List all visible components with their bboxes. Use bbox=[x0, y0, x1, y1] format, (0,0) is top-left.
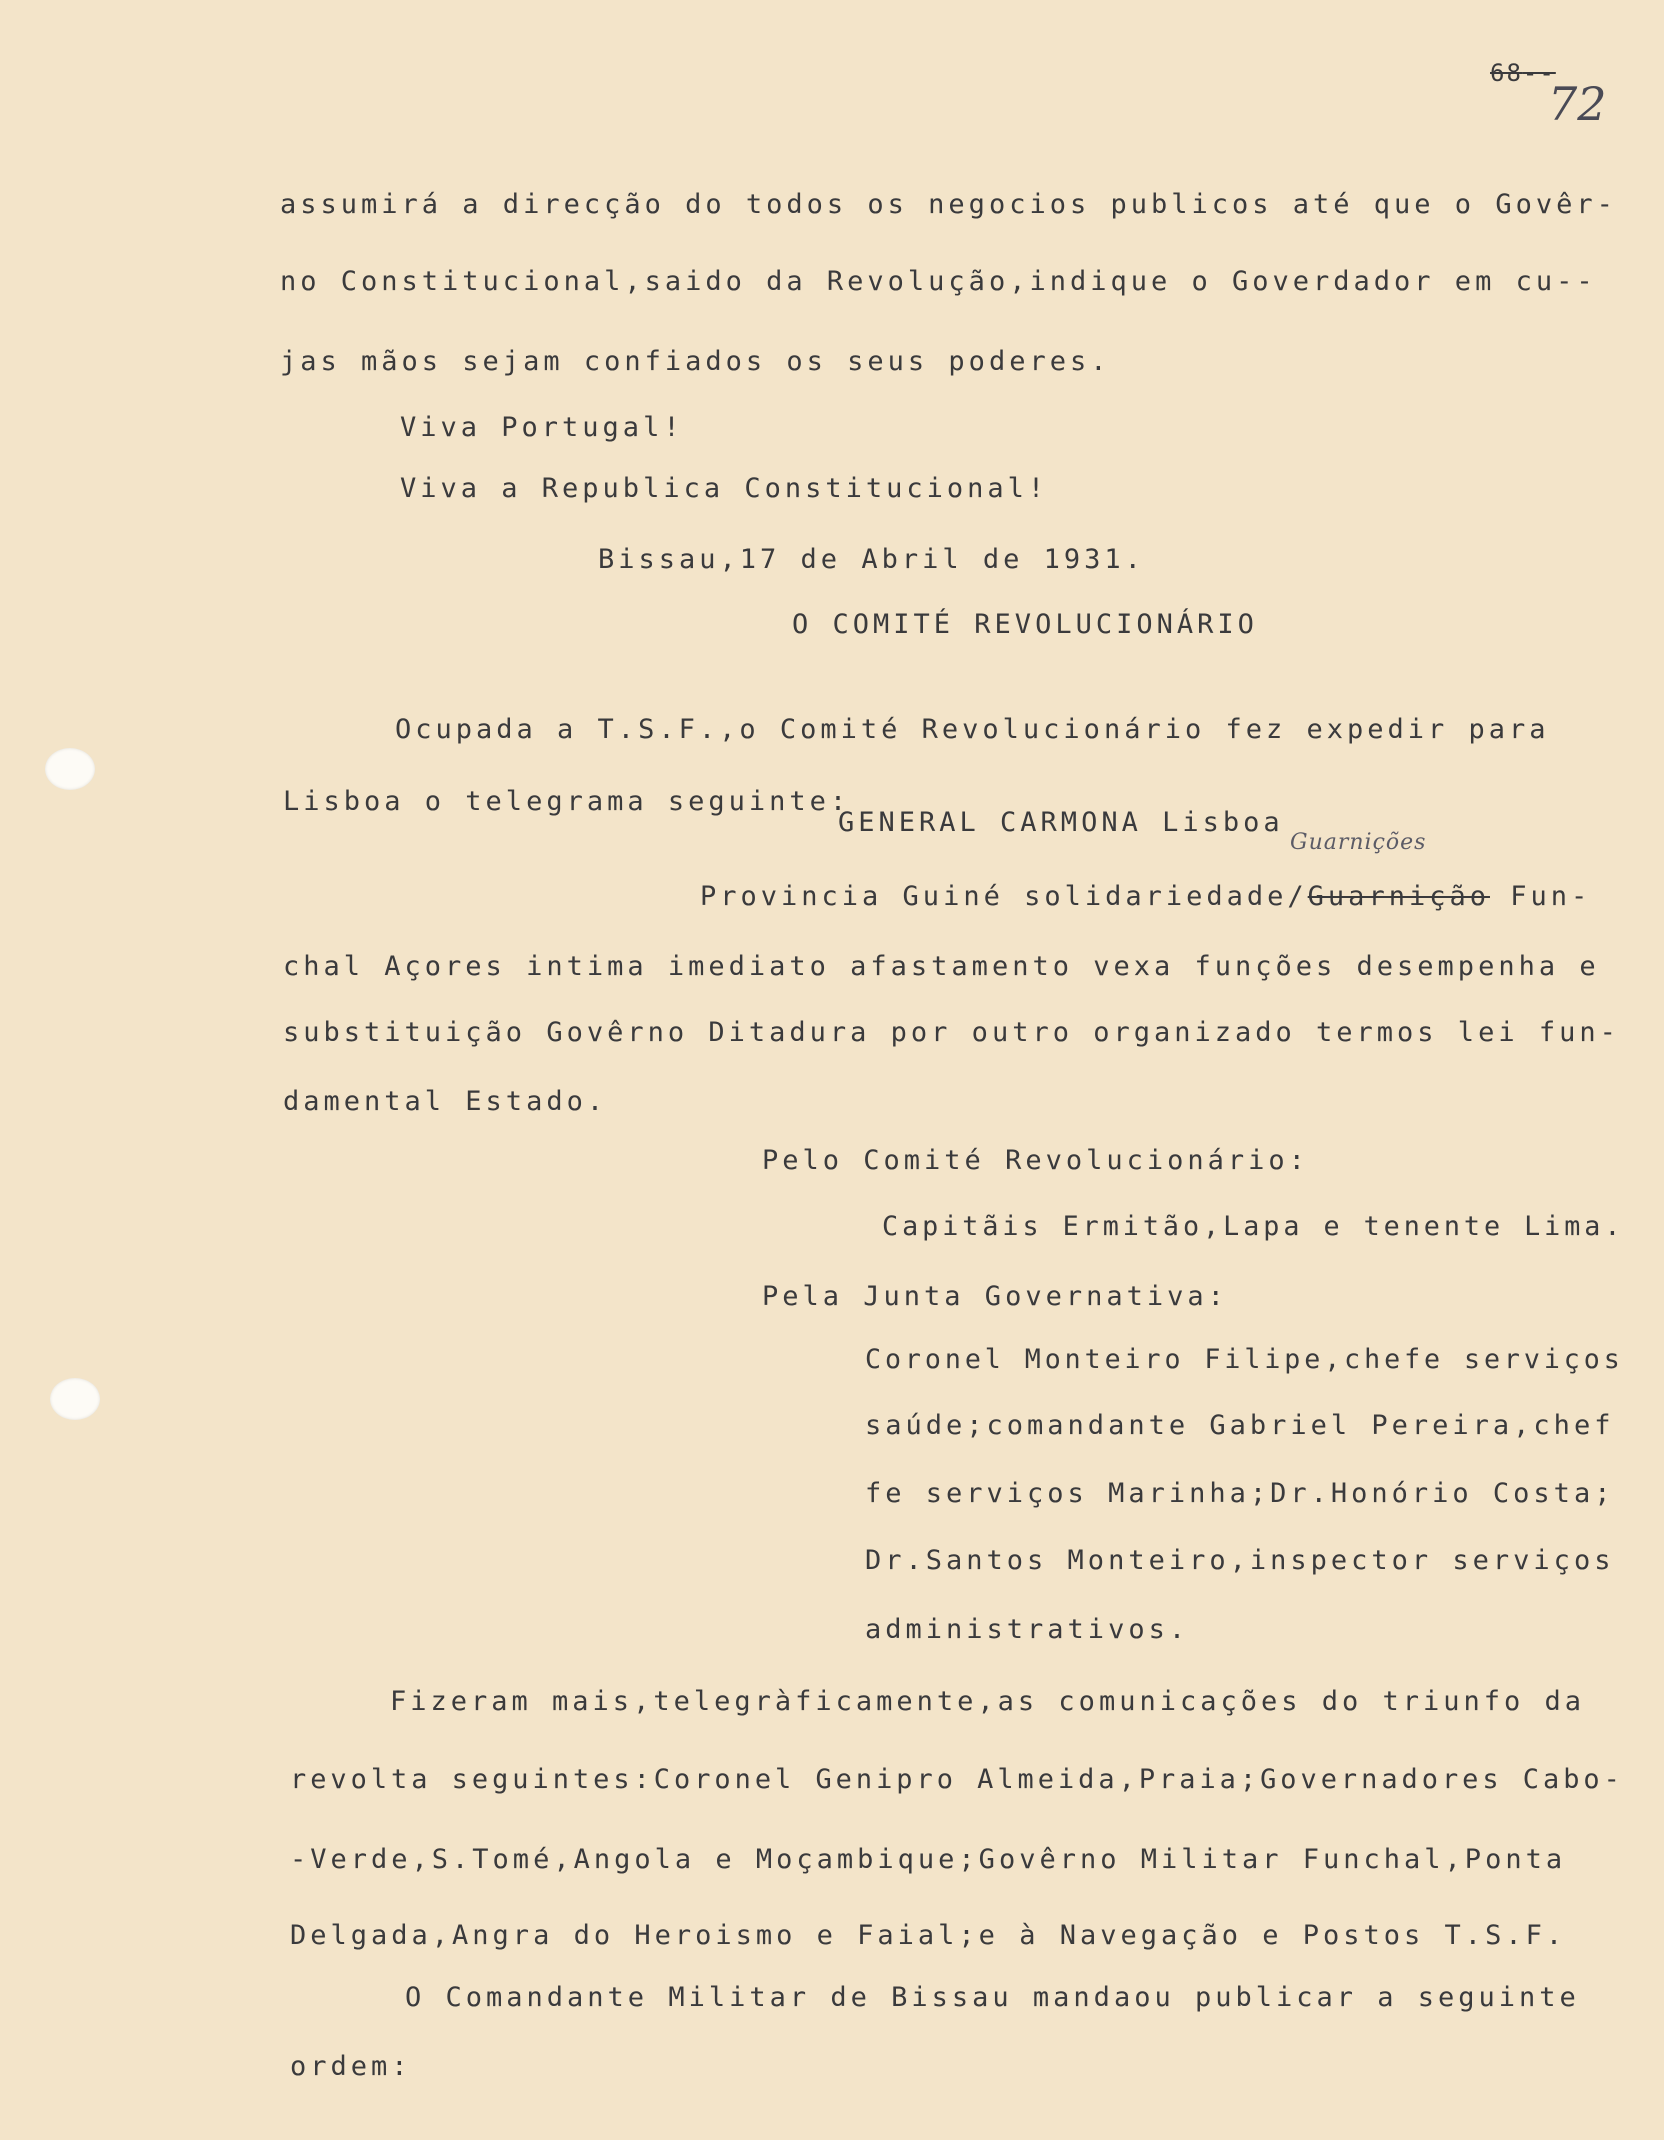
page-number-old: 68 bbox=[1490, 59, 1523, 87]
page-number: 68-- 72 bbox=[1490, 59, 1607, 131]
paragraph3-line2: revolta seguintes:Coronel Genipro Almeida,Praia;Governadores Cabo- bbox=[290, 1764, 1624, 1795]
place-date: Bissau,17 de Abril de 1931. bbox=[598, 544, 1145, 575]
paragraph3-line1: Fizeram mais,telegràficamente,as comunicações do triunfo da bbox=[390, 1686, 1586, 1717]
comite-label: Pelo Comité Revolucionário: bbox=[762, 1145, 1309, 1176]
struck-word: Guarnição bbox=[1307, 881, 1490, 912]
paragraph4-line1: O Comandante Militar de Bissau mandaou publicar a seguinte bbox=[405, 1982, 1580, 2013]
paragraph1-line2: no Constitucional,saido da Revolução,indique o Goverdador em cu-- bbox=[280, 266, 1597, 297]
punch-hole-top bbox=[45, 748, 95, 790]
telegram-address: GENERAL CARMONA Lisboa bbox=[838, 807, 1284, 838]
cheer-line1: Viva Portugal! bbox=[400, 412, 684, 443]
junta-line3: fe serviços Marinha;Dr.Honório Costa; bbox=[865, 1478, 1615, 1509]
paragraph3-line4: Delgada,Angra do Heroismo e Faial;e à Navegação e Postos T.S.F. bbox=[290, 1920, 1567, 1951]
junta-line1: Coronel Monteiro Filipe,chefe serviços bbox=[865, 1344, 1624, 1375]
paragraph1-line1: assumirá a direcção do todos os negocios publicos até que o Govêr- bbox=[280, 189, 1617, 220]
handwritten-correction: Guarnições bbox=[1290, 830, 1427, 855]
telegram-line3: substituição Govêrno Ditadura por outro organizado termos lei fun- bbox=[283, 1017, 1620, 1048]
paragraph2-line1: Ocupada a T.S.F.,o Comité Revolucionário fez expedir para bbox=[395, 714, 1550, 745]
paragraph4-line2: ordem: bbox=[290, 2051, 412, 2082]
telegram-line4: damental Estado. bbox=[283, 1086, 608, 1117]
junta-label: Pela Junta Governativa: bbox=[762, 1281, 1228, 1312]
punch-hole-bottom bbox=[50, 1378, 100, 1420]
junta-line4: Dr.Santos Monteiro,inspector serviços bbox=[865, 1545, 1615, 1576]
junta-line2: saúde;comandante Gabriel Pereira,chef bbox=[865, 1410, 1615, 1441]
paragraph3-line3: -Verde,S.Tomé,Angola e Moçambique;Govêrno Militar Funchal,Ponta bbox=[290, 1844, 1567, 1875]
junta-line5: administrativos. bbox=[865, 1614, 1190, 1645]
telegram-line1-start: Provincia Guiné solidariedade bbox=[700, 881, 1288, 912]
telegram-line1-end: Fun- bbox=[1510, 881, 1592, 912]
signatory: O COMITÉ REVOLUCIONÁRIO bbox=[792, 609, 1258, 640]
telegram-line1: Provincia Guiné solidariedade/Guarnição Fun- bbox=[700, 881, 1592, 912]
page-number-new: 72 bbox=[1548, 77, 1607, 131]
cheer-line2: Viva a Republica Constitucional! bbox=[400, 473, 1049, 504]
telegram-line2: chal Açores intima imediato afastamento vexa funções desempenha e bbox=[283, 951, 1600, 982]
comite-names: Capitãis Ermitão,Lapa e tenente Lima. bbox=[882, 1211, 1625, 1242]
paragraph2-line2: Lisboa o telegrama seguinte: bbox=[283, 786, 851, 817]
paragraph1-line3: jas mãos sejam confiados os seus poderes. bbox=[280, 346, 1111, 377]
